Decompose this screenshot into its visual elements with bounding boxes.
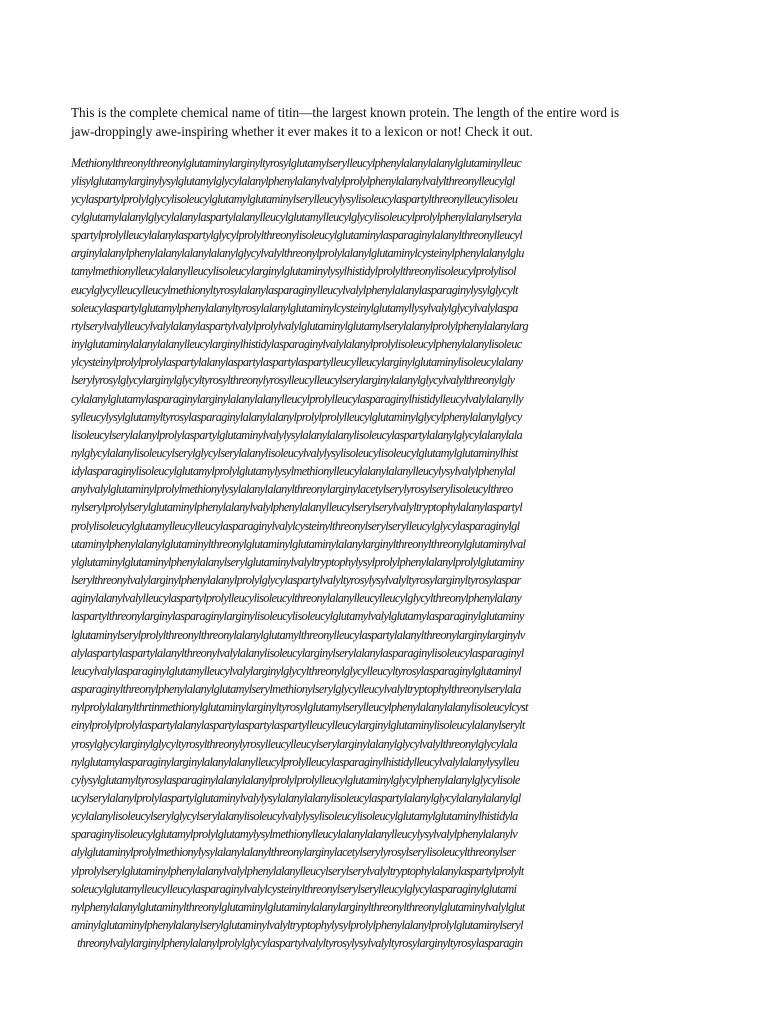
chemical-name-line: rtylserylvalylleucylvalylalanylaspartylvalylprolylvalylglutaminylglutamylserylalanylprolylphenylalanylarg [71,318,528,333]
chemical-name-line: ylisylglutamylarginylysylglutamylglycylalanylphenylalanylvalylprolylphenylalanylvalylthreonylleucylgl [71,173,515,188]
intro-line: This is the complete chemical name of titin—the largest known protein. The length of the entire word is [71,105,620,120]
chemical-name-line: leucylvalylasparaginylglutamylleucylvalylarginylglycylthreonylglycylleucyltyrosylasparaginylglutaminyl [71,663,522,678]
chemical-name-line: ycylaspartylprolylglycylisoleucylglutamylglutaminylserylleucylysylisoleucylaspartylthreonylleucylisoleu [71,191,518,206]
chemical-name-line: asparaginylthreonylphenylalanylglutamylserylmethionylserylglycylleucylvalyltryptophylthreonylserylala [71,682,521,697]
chemical-name-line: inylglutaminylalanylalanylleucylarginylhistidylasparaginylvalylalanylprolylisoleucylphenylalanylisoleuc [71,337,522,352]
chemical-name-line: tamylmethionylleucylalanylleucylisoleucylarginylglutaminylysylhistidylprolylthreonylisoleucylprolylisol [71,264,516,279]
chemical-name-line: eucylglycylleucylleucylmethionyltyrosylalanylasparaginylleucylvalylphenylalanylasparaginylysylglycylt [71,282,518,297]
chemical-name-line: idylasparaginylisoleucylglutamylprolylglutamylysylmethionylleucylalanylalanylleucylysylvalylphenylal [71,464,516,479]
chemical-name-line: nylphenylalanylglutaminylthreonylglutaminylglutaminylalanylarginylthreonylthreonylglutaminylvalylglut [71,899,525,914]
chemical-name-line: nylglycylalanylisoleucylserylglycylserylalanylisoleucylvalylysylisoleucylisoleucylglutamylglutaminylhist [71,446,518,460]
titin-chemical-name [71,154,691,953]
chemical-name-line: lserylthreonylvalylarginylphenylalanylprolylglycylaspartylvalyltyrosylysylvalyltyrosylarginyltyrosylaspar [71,573,521,588]
chemical-name-line: cylglutamylalanylglycylalanylaspartylalanylleucylglutamylleucylglycylisoleucylprolylphenylalanylseryla [71,209,522,224]
chemical-name-line: einylprolylprolylaspartylalanylaspartylaspartylaspartylleucylleucylarginylglutaminylisoleucylalanylserylt [71,718,525,733]
chemical-name-line: ycylalanylisoleucylserylglycylserylalanylisoleucylvalylysylisoleucylisoleucylglutamylglutaminylhistidyla [71,809,518,824]
chemical-name-line: lglutaminylserylprolylthreonylthreonylalanylglutamylthreonylleucylaspartylalanylthreonylarginylarginylv [71,627,525,642]
chemical-name-line: cylysylglutamyltyrosylasparaginylalanylalanylprolylprolylleucylglutaminylglycylphenylalanylglycylisole [71,772,520,787]
chemical-name-line: nylprolylalanylthrtinmethionylglutaminylarginyltyrosylglutamylserylleucylphenylalanylalanylisoleucylcyst [71,700,528,715]
chemical-name-line: Methionylthreonylthreonylglutaminylarginyltyrosylglutamylserylleucylphenylalanylalanylglutaminylleuc [71,155,522,170]
intro-line: jaw-droppingly awe-inspiring whether it ever makes it to a lexicon or not! Check it out. [71,123,533,139]
chemical-name-line: arginylalanylphenylalanylalanylalanylglycylvalylthreonylprolylalanylglutaminylcysteinylphenylalanylglu [71,246,524,261]
chemical-name-line: sparaginylisoleucylglutamylprolylglutamylysylmethionylleucylalanylalanylleucylysylvalylphenylalanylv [71,827,518,842]
chemical-name-line: threonylvalylarginylphenylalanylprolylglycylaspartylvalyltyrosylysylvalyltyrosylarginyltyrosylasparagin [77,936,523,951]
chemical-name-line: cylalanylglutamylasparaginylarginylalanylalanylleucylprolylleucylasparaginylhistidylleucylvalylalanylly [71,391,523,406]
chemical-name-line: soleucylglutamylleucylleucylasparaginylvalylcysteinylthreonylserylserylleucylglycylasparaginylglutami [71,881,517,896]
chemical-name-line: alylglutaminylprolylmethionylysylalanylalanylthreonylarginylacetylserylyrosylserylisoleucylthreonylser [71,845,516,860]
chemical-name-line: aminylglutaminylphenylalanylserylglutaminylvalyltryptophylysylprolylphenylalanylprolylglutaminylseryl [71,918,523,933]
chemical-name-line: yrosylglycylarginylglycyltyrosylthreonylyrosylleucylleucylserylarginylalanylglycylvalylthreonylglycylala [71,736,518,751]
chemical-name-line: laspartylthreonylarginylasparaginylarginylisoleucylisoleucylglutamylvalylglutamylasparaginylglutaminy [71,609,524,624]
chemical-name-line: sylleucylysylglutamyltyrosylasparaginylalanylalanylprolylprolylleucylglutaminylglycylphenylalanylglycy [71,409,522,424]
chemical-name-line: ylglutaminylglutaminylphenylalanylserylglutaminylvalyltryptophylysylprolylphenylalanylprolylglutaminy [71,554,524,569]
chemical-name-line: soleucylaspartylglutamylphenylalanyltyrosylalanylglutaminylcysteinylglutamyllysylvalylglycylvalylaspa [71,300,518,315]
chemical-name-line: nylserylprolylserylglutaminylphenylalanylvalylphenylalanylleucylserylserylvalyltryptophylalanylaspartyl [71,500,522,515]
chemical-name-line: lisoleucylserylalanylprolylaspartylglutaminylvalylysylalanylalanylisoleucylaspartylalanylglycylalanylala [71,427,523,442]
chemical-name-line: lserylyrosylglycylarginylglycyltyrosylthreonylyrosylleucylleucylserylarginylalanylglycylvalylthreonylgly [71,373,515,388]
chemical-name-line: ucylserylalanylprolylaspartylglutaminylvalylysylalanylalanylisoleucylaspartylalanylglycylalanylalanylgl [71,790,521,805]
chemical-name-line: spartylprolylleucylalanylaspartylglycylprolylthreonylisoleucylglutaminylasparaginylalanylthreonylleucyl [71,228,522,243]
chemical-name-line: nylglutamylasparaginylarginylalanylalanylleucylprolylleucylasparaginylhistidylleucylvalylalanylysylleu [71,754,519,769]
chemical-name-line: alylaspartylaspartylalanylthreonylvalylalanylisoleucylarginylserylalanylasparaginylisoleucylasparaginyl [71,645,524,660]
chemical-name-line: utaminylphenylalanylglutaminylthreonylglutaminylglutaminylalanylarginylthreonylthreonylglutaminylval [71,536,526,551]
chemical-name-line: ylcysteinylprolylprolylaspartylalanylaspartylaspartylaspartylleucylleucylarginylglutaminylisoleucylalany [71,355,523,370]
chemical-name-line: ylprolylserylglutaminylphenylalanylvalylphenylalanylleucylserylserylvalyltryptophylalanylaspartylprolylt [71,863,524,878]
intro-paragraph [71,104,699,141]
chemical-name-line: aginylalanylvalylleucylaspartylprolylleucylisoleucylthreonylalanylleucylleucylglycylthreonylphenylalany [71,591,522,606]
chemical-name-line: prolylisoleucylglutamylleucylleucylasparaginylvalylcysteinylthreonylserylserylleucylglycylasparaginylgl [71,518,520,533]
chemical-name-line: anylvalylglutaminylprolylmethionylysylalanylalanylthreonylarginylacetylserylyrosylserylisoleucylthreo [71,482,513,497]
